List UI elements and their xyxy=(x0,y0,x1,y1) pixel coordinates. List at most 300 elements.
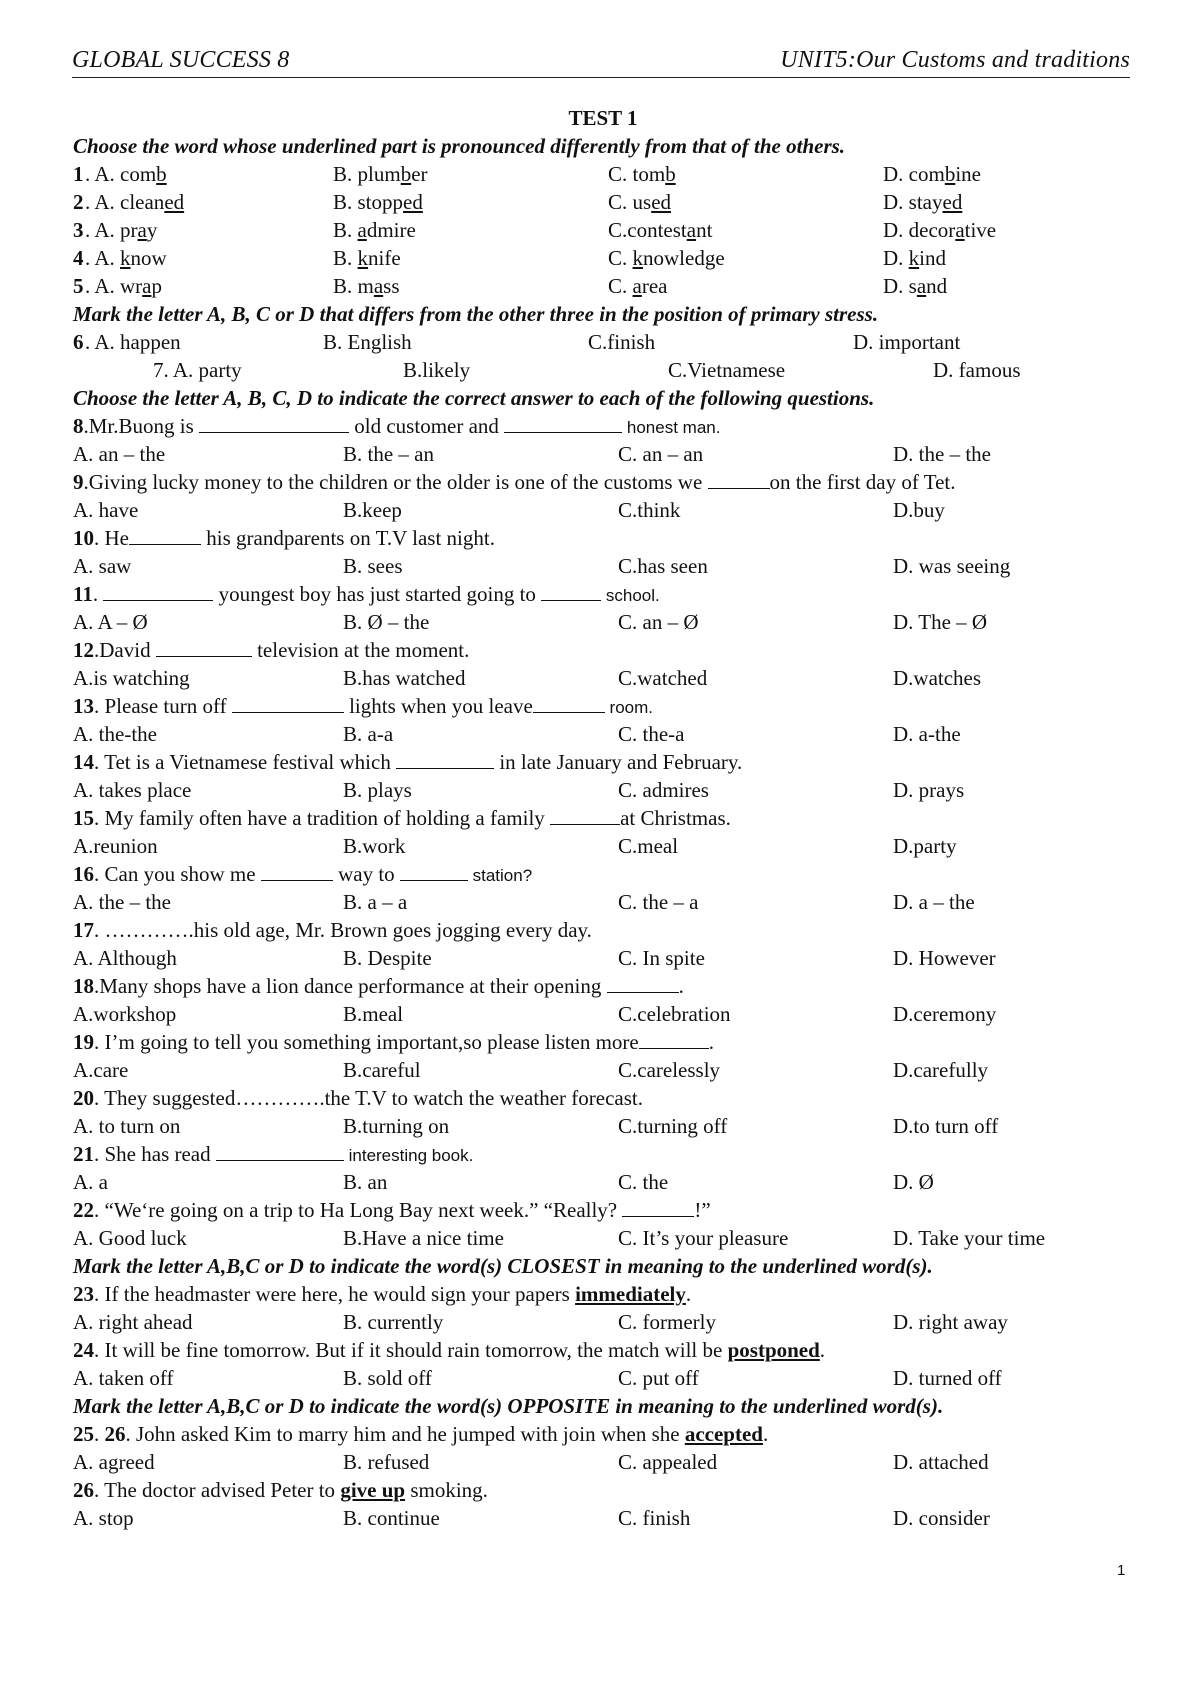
text-fragment: C.contest xyxy=(608,218,687,242)
text-fragment: .Many shops have a lion dance performance at their opening xyxy=(94,974,607,998)
underlined-part: k xyxy=(357,246,369,270)
answer-option xyxy=(883,272,947,300)
question-line xyxy=(73,524,1133,552)
underlined-part: a xyxy=(357,218,367,242)
text-fragment: !” xyxy=(694,1198,711,1222)
answer-option xyxy=(893,888,975,916)
text-fragment: B.likely xyxy=(403,358,471,382)
answer-option xyxy=(893,944,996,972)
text-fragment: dmire xyxy=(366,218,416,242)
text-fragment: B. Ø – the xyxy=(343,610,430,634)
text-fragment: . A. xyxy=(85,246,121,270)
question-number: 21 xyxy=(73,1142,94,1166)
answer-option xyxy=(618,1364,699,1392)
text-fragment: A.is watching xyxy=(73,666,190,690)
text-fragment: room. xyxy=(604,698,653,717)
question-line xyxy=(73,468,1133,496)
answer-option xyxy=(73,720,157,748)
text-fragment: B. currently xyxy=(343,1310,444,1334)
answer-option xyxy=(933,356,1021,384)
text-fragment: C.Vietnamese xyxy=(668,358,786,382)
text-fragment: D. the – the xyxy=(893,442,991,466)
answer-blank xyxy=(232,692,344,713)
question-line xyxy=(73,972,1133,1000)
answer-option xyxy=(893,552,1010,580)
underlined-part: ed xyxy=(651,190,672,214)
answer-option xyxy=(73,664,190,692)
answer-option xyxy=(893,496,945,524)
question-number: 19 xyxy=(73,1030,94,1054)
answer-option xyxy=(73,1168,108,1196)
answer-option xyxy=(618,1224,788,1252)
answer-option xyxy=(893,664,981,692)
answer-option xyxy=(343,608,429,636)
text-fragment: A. an – the xyxy=(73,442,166,466)
text-fragment: C.celebration xyxy=(618,1002,731,1026)
text-fragment: nt xyxy=(696,218,713,242)
text-fragment: . xyxy=(819,1338,826,1362)
text-fragment: way to xyxy=(332,862,400,886)
answer-option xyxy=(618,664,707,692)
text-fragment: A. a xyxy=(73,1170,108,1194)
text-fragment: old customer and xyxy=(349,414,505,438)
question-number: 24 xyxy=(73,1338,94,1362)
answer-option xyxy=(333,160,428,188)
answer-option xyxy=(618,1504,690,1532)
answer-option xyxy=(333,188,423,216)
answer-option xyxy=(73,1448,155,1476)
answer-option xyxy=(618,552,708,580)
answer-option xyxy=(73,440,165,468)
text-fragment: . My family often have a tradition of holding a family xyxy=(94,806,551,830)
text-fragment: ind xyxy=(919,246,947,270)
answer-option xyxy=(893,1224,1045,1252)
text-fragment: . xyxy=(762,1422,769,1446)
answer-option xyxy=(618,608,699,636)
text-fragment: D.party xyxy=(893,834,957,858)
text-fragment: B. a – a xyxy=(343,890,408,914)
text-fragment: A. the – the xyxy=(73,890,171,914)
text-fragment: . If the headmaster were here, he would sign your papers xyxy=(94,1282,576,1306)
options-row xyxy=(73,160,1133,188)
text-fragment: D. s xyxy=(883,274,917,298)
text-fragment: at Christmas. xyxy=(620,806,731,830)
answer-option xyxy=(883,188,962,216)
answer-blank xyxy=(607,972,679,993)
question-line xyxy=(73,1084,1133,1112)
text-fragment: C.meal xyxy=(618,834,679,858)
options-row xyxy=(73,1308,1133,1336)
text-fragment: D. was seeing xyxy=(893,554,1011,578)
question-number: 15 xyxy=(73,806,94,830)
text-fragment: .David xyxy=(94,638,156,662)
text-fragment: nd xyxy=(926,274,948,298)
text-fragment: p xyxy=(151,274,162,298)
text-fragment: . xyxy=(92,582,104,606)
answer-blank xyxy=(400,860,468,881)
answer-option xyxy=(343,1000,403,1028)
answer-option xyxy=(618,720,684,748)
text-fragment: ss xyxy=(383,274,400,298)
text-fragment: school. xyxy=(601,586,660,605)
answer-option xyxy=(85,244,167,272)
text-fragment: C. It’s your pleasure xyxy=(618,1226,789,1250)
text-fragment: C. put off xyxy=(618,1366,699,1390)
answer-blank xyxy=(199,412,349,433)
question-number: 1 xyxy=(73,162,84,186)
text-fragment: D.ceremony xyxy=(893,1002,997,1026)
question-number: 26 xyxy=(73,1478,94,1502)
text-fragment: on the first day of Tet. xyxy=(769,470,956,494)
answer-blank xyxy=(504,412,622,433)
answer-blank xyxy=(533,692,605,713)
underlined-part: a xyxy=(955,218,965,242)
text-fragment: C.finish xyxy=(588,330,656,354)
answer-blank xyxy=(216,1140,344,1161)
question-line xyxy=(73,748,1133,776)
text-fragment: D. The – Ø xyxy=(893,610,988,634)
options-row xyxy=(73,944,1133,972)
question-number: 6 xyxy=(73,330,84,354)
answer-option xyxy=(73,1224,187,1252)
answer-option xyxy=(343,944,432,972)
answer-option xyxy=(893,1000,996,1028)
text-fragment: 7. A. party xyxy=(153,358,242,382)
text-fragment: C. the-a xyxy=(618,722,685,746)
instruction: Mark the letter A,B,C or D to indicate the word(s) OPPOSITE in meaning to the underlined word(s). xyxy=(73,1394,944,1418)
answer-option xyxy=(343,1056,421,1084)
answer-blank xyxy=(622,1196,694,1217)
question-number: 9 xyxy=(73,470,84,494)
answer-option xyxy=(73,1308,193,1336)
question-number: 11 xyxy=(73,582,93,606)
text-fragment: B.Have a nice time xyxy=(343,1226,504,1250)
answer-option xyxy=(343,664,465,692)
question-number: 2 xyxy=(73,190,84,214)
question-line xyxy=(73,692,1133,720)
answer-option xyxy=(73,608,148,636)
text-fragment: 26 xyxy=(104,1422,126,1446)
options-row xyxy=(73,1448,1133,1476)
text-fragment: A.care xyxy=(73,1058,129,1082)
answer-option xyxy=(333,272,400,300)
text-fragment: C. appealed xyxy=(618,1450,718,1474)
text-fragment: . Please turn off xyxy=(94,694,232,718)
text-fragment: .Mr.Buong is xyxy=(83,414,200,438)
text-fragment: D. com xyxy=(883,162,945,186)
text-fragment: A. saw xyxy=(73,554,132,578)
options-row xyxy=(73,552,1133,580)
options-row xyxy=(73,216,1133,244)
text-fragment: .Giving lucky money to the children or the older is one of the customs we xyxy=(83,470,708,494)
instruction: Mark the letter A, B, C or D that differs from the other three in the position of primary stress. xyxy=(73,302,879,326)
text-fragment: A. have xyxy=(73,498,139,522)
question-line xyxy=(73,580,1133,608)
answer-option xyxy=(73,1504,134,1532)
answer-option xyxy=(618,1000,731,1028)
answer-option xyxy=(85,272,162,300)
underlined-part: ed xyxy=(164,190,185,214)
text-fragment: D. attached xyxy=(893,1450,989,1474)
text-fragment: B.keep xyxy=(343,498,402,522)
question-number: 3 xyxy=(73,218,84,242)
text-fragment: D. turned off xyxy=(893,1366,1002,1390)
answer-option xyxy=(893,1056,988,1084)
question-line xyxy=(73,1140,1133,1168)
text-fragment: C. xyxy=(608,274,633,298)
text-fragment: B. plays xyxy=(343,778,412,802)
text-fragment: . She has read xyxy=(94,1142,216,1166)
answer-option xyxy=(85,328,181,356)
text-fragment: C. admires xyxy=(618,778,709,802)
text-fragment: . Tet is a Vietnamese festival which xyxy=(94,750,397,774)
text-fragment: . A. pr xyxy=(85,218,138,242)
instruction: Mark the letter A,B,C or D to indicate the word(s) CLOSEST in meaning to the underlined word(s). xyxy=(73,1254,933,1278)
underlined-part: k xyxy=(632,246,644,270)
text-fragment: D. Ø xyxy=(893,1170,934,1194)
text-fragment: . Can you show me xyxy=(94,862,261,886)
answer-option xyxy=(153,356,242,384)
question-line xyxy=(73,1420,1133,1448)
question-number: 22 xyxy=(73,1198,94,1222)
question-number: 5 xyxy=(73,274,84,298)
underlined-part: ed xyxy=(942,190,963,214)
answer-option xyxy=(893,440,991,468)
text-fragment: C. us xyxy=(608,190,652,214)
text-fragment: A. agreed xyxy=(73,1450,155,1474)
underlined-part: ed xyxy=(403,190,423,214)
question-number: 12 xyxy=(73,638,94,662)
underlined-word: give up xyxy=(340,1478,406,1502)
answer-option xyxy=(893,720,961,748)
answer-option xyxy=(403,356,470,384)
answer-option xyxy=(893,1504,990,1532)
text-fragment: B. continue xyxy=(343,1506,440,1530)
text-fragment: D. decor xyxy=(883,218,956,242)
text-fragment: B.careful xyxy=(343,1058,421,1082)
text-fragment: tive xyxy=(964,218,997,242)
question-number: 23 xyxy=(73,1282,94,1306)
text-fragment: D.buy xyxy=(893,498,945,522)
question-line xyxy=(73,1336,1133,1364)
answer-option xyxy=(343,1224,504,1252)
options-row xyxy=(73,244,1133,272)
underlined-part: b xyxy=(665,162,676,186)
text-fragment: D. a-the xyxy=(893,722,961,746)
text-fragment: C.carelessly xyxy=(618,1058,721,1082)
text-fragment: smoking. xyxy=(405,1478,488,1502)
answer-option xyxy=(343,888,407,916)
text-fragment: . They suggested………….the T.V to watch the weather forecast. xyxy=(94,1086,643,1110)
answer-option xyxy=(893,1448,989,1476)
answer-option xyxy=(893,1168,934,1196)
text-fragment: A. Although xyxy=(73,946,177,970)
options-row xyxy=(73,1056,1133,1084)
text-fragment: C.turning off xyxy=(618,1114,728,1138)
answer-blank xyxy=(708,468,770,489)
text-fragment: B.work xyxy=(343,834,406,858)
text-fragment: B. xyxy=(333,246,358,270)
text-fragment: A. right ahead xyxy=(73,1310,193,1334)
options-row xyxy=(73,776,1133,804)
question-number: 18 xyxy=(73,974,94,998)
underlined-part: b xyxy=(156,162,167,186)
answer-blank xyxy=(550,804,620,825)
underlined-part: a xyxy=(686,218,697,242)
text-fragment: . A. happen xyxy=(85,330,181,354)
answer-blank xyxy=(103,580,213,601)
answer-option xyxy=(608,188,671,216)
text-fragment: youngest boy has just started going to xyxy=(213,582,542,606)
answer-option xyxy=(73,1056,128,1084)
text-fragment: C. an – Ø xyxy=(618,610,699,634)
text-fragment: . John asked Kim to marry him and he jumped with join when she xyxy=(125,1422,685,1446)
answer-blank xyxy=(129,524,201,545)
options-row xyxy=(73,1224,1133,1252)
text-fragment: his grandparents on T.V last night. xyxy=(201,526,495,550)
text-fragment: nife xyxy=(368,246,401,270)
text-fragment: B. plum xyxy=(333,162,401,186)
question-number: 4 xyxy=(73,246,84,270)
text-fragment: B. Despite xyxy=(343,946,432,970)
options-row xyxy=(73,1168,1133,1196)
answer-option xyxy=(893,776,964,804)
answer-option xyxy=(618,1448,717,1476)
answer-option xyxy=(73,1364,174,1392)
options-row xyxy=(73,664,1133,692)
text-fragment: A. to turn on xyxy=(73,1114,181,1138)
options-row xyxy=(73,1504,1133,1532)
answer-option xyxy=(618,832,678,860)
answer-option xyxy=(73,832,158,860)
answer-option xyxy=(618,1112,727,1140)
answer-option xyxy=(883,160,981,188)
text-fragment: . I’m going to tell you something important,so please listen more xyxy=(94,1030,639,1054)
text-fragment: D. stay xyxy=(883,190,943,214)
underlined-part: a xyxy=(373,274,384,298)
text-fragment: in late January and February. xyxy=(494,750,743,774)
text-fragment: B. an xyxy=(343,1170,388,1194)
answer-option xyxy=(608,244,725,272)
text-fragment: D. However xyxy=(893,946,996,970)
text-fragment: C. the – a xyxy=(618,890,699,914)
underlined-part: a xyxy=(632,274,642,298)
text-fragment: . xyxy=(708,1030,714,1054)
answer-blank xyxy=(639,1028,709,1049)
text-fragment: B. the – an xyxy=(343,442,434,466)
question-line xyxy=(73,1028,1133,1056)
answer-option xyxy=(343,1168,387,1196)
answer-option xyxy=(73,1000,176,1028)
text-fragment: y xyxy=(146,218,158,242)
question-number: 16 xyxy=(73,862,94,886)
underlined-part: a xyxy=(916,274,927,298)
text-fragment: B.turning on xyxy=(343,1114,450,1138)
text-fragment: D. xyxy=(883,246,909,270)
answer-option xyxy=(893,1112,998,1140)
answer-option xyxy=(73,1112,180,1140)
text-fragment: C. an – an xyxy=(618,442,704,466)
options-row xyxy=(73,272,1133,300)
text-fragment: A. A – Ø xyxy=(73,610,148,634)
text-fragment: B. sold off xyxy=(343,1366,432,1390)
text-fragment: B. refused xyxy=(343,1450,430,1474)
question-number: 8 xyxy=(73,414,84,438)
answer-option xyxy=(618,440,703,468)
text-fragment: B. a-a xyxy=(343,722,394,746)
answer-option xyxy=(608,160,676,188)
instruction: Choose the letter A, B, C, D to indicate the correct answer to each of the following questions. xyxy=(73,386,875,410)
answer-option xyxy=(343,1504,440,1532)
text-fragment: . xyxy=(685,1282,692,1306)
answer-option xyxy=(73,776,191,804)
text-fragment: . The doctor advised Peter to xyxy=(94,1478,341,1502)
answer-option xyxy=(608,272,667,300)
text-fragment: . He xyxy=(94,526,129,550)
answer-blank xyxy=(156,636,252,657)
options-row xyxy=(73,496,1133,524)
question-line xyxy=(73,1280,1133,1308)
text-fragment: B. stopp xyxy=(333,190,404,214)
question-number: 20 xyxy=(73,1086,94,1110)
text-fragment: D.carefully xyxy=(893,1058,989,1082)
text-fragment: C. finish xyxy=(618,1506,691,1530)
text-fragment: . It will be fine tomorrow. But if it should rain tomorrow, the match will be xyxy=(94,1338,728,1362)
text-fragment: C. xyxy=(608,246,633,270)
options-row xyxy=(73,1364,1133,1392)
text-fragment: B. m xyxy=(333,274,374,298)
header-right: UNIT5:Our Customs and traditions xyxy=(780,47,1130,73)
question-line xyxy=(73,1196,1133,1224)
question-number: 17 xyxy=(73,918,94,942)
text-fragment: C. In spite xyxy=(618,946,705,970)
options-row xyxy=(73,1000,1133,1028)
text-fragment: C.think xyxy=(618,498,681,522)
answer-blank xyxy=(396,748,494,769)
instruction: Choose the word whose underlined part is pronounced differently from that of the others. xyxy=(73,134,846,158)
text-fragment: D.watches xyxy=(893,666,982,690)
answer-blank xyxy=(541,580,601,601)
options-row xyxy=(73,188,1133,216)
options-row xyxy=(73,356,1133,384)
question-line xyxy=(73,412,1133,440)
options-row xyxy=(73,608,1133,636)
answer-option xyxy=(85,216,157,244)
answer-option xyxy=(618,888,698,916)
test-content xyxy=(73,104,1133,1532)
answer-blank xyxy=(261,860,333,881)
text-fragment: D. prays xyxy=(893,778,965,802)
text-fragment: station? xyxy=(467,866,533,885)
text-fragment: nowledge xyxy=(643,246,725,270)
text-fragment: A.workshop xyxy=(73,1002,177,1026)
underlined-part: k xyxy=(120,246,131,270)
page-header xyxy=(72,45,1130,78)
text-fragment: D. consider xyxy=(893,1506,990,1530)
answer-option xyxy=(343,1112,449,1140)
text-fragment: B. xyxy=(333,218,358,242)
question-line xyxy=(73,860,1133,888)
underlined-word: accepted xyxy=(684,1422,763,1446)
underlined-word: postponed xyxy=(727,1338,820,1362)
answer-option xyxy=(618,1168,668,1196)
answer-option xyxy=(588,328,655,356)
answer-option xyxy=(73,888,171,916)
answer-option xyxy=(343,1448,429,1476)
underlined-part: a xyxy=(137,218,147,242)
text-fragment: . “We‘re going on a trip to Ha Long Bay next week.” “Really? xyxy=(94,1198,623,1222)
text-fragment: D. important xyxy=(853,330,961,354)
